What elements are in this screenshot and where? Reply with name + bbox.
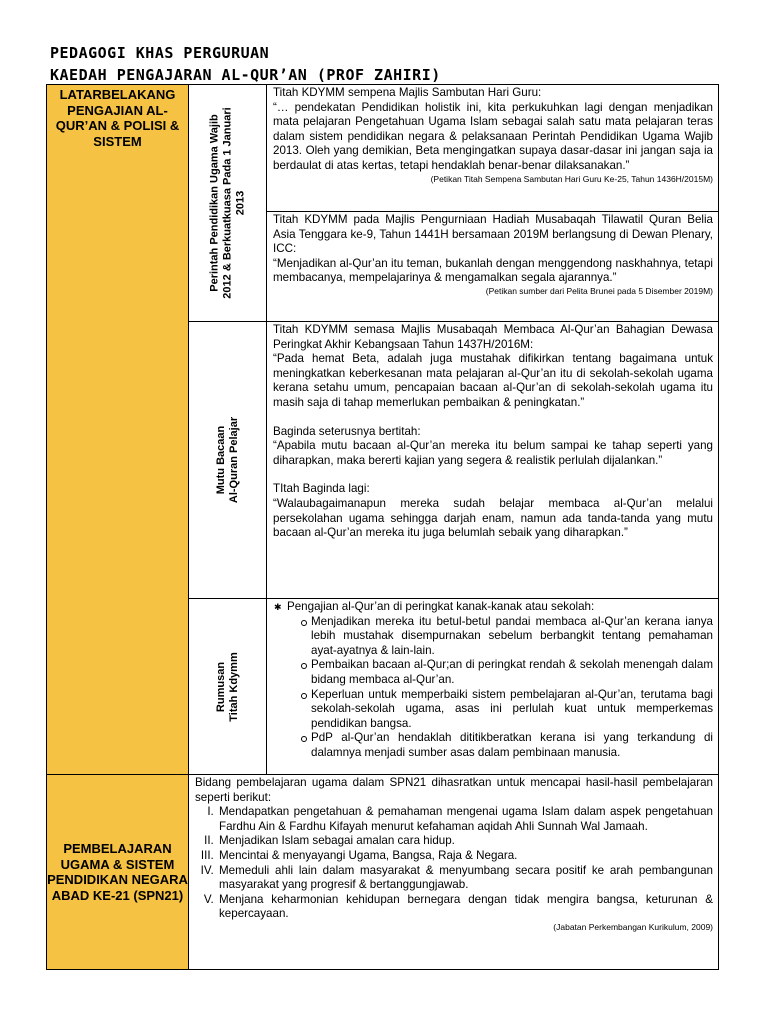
sub1-label-cell xyxy=(189,85,267,322)
sub3-points xyxy=(287,615,713,761)
section2-item: V. Menjana keharmonian kehidupan bernegara dengan tidak mengira bangsa, keturunan & kepercayaan. xyxy=(217,893,713,922)
sub2-label-cell xyxy=(189,322,267,599)
section2-title-cell xyxy=(47,775,189,970)
section2-intro: Bidang pembelajaran ugama dalam SPN21 dihasratkan untuk mencapai hasil-hasil pembelajaran seperti berikut: xyxy=(195,776,713,804)
sub3-main-point-text: Pengajian al-Qur’an di peringkat kanak-kanak atau sekolah: xyxy=(287,600,595,613)
section2-item: III. Mencintai & menyayangi Ugama, Bangsa, Raja & Negara. xyxy=(217,849,713,864)
sub3-label-line2: Titah Kdymm xyxy=(227,651,240,722)
sub2-intro2: Baginda seterusnya bertitah: xyxy=(273,424,421,438)
sub3-list xyxy=(273,600,713,761)
sub3-point: Menjadikan mereka itu betul-betul pandai membaca al-Qur’an kerana ianya lebih mustahak disempurnakan sebelum berbangkit tentang pemahaman ayat-ayatnya & lain-lain. xyxy=(301,615,713,659)
sub2-quote1: “Pada hemat Beta, adalah juga mustahak difikirkan tentang bagaimana untuk meningkatkan keberkesanan mata pelajaran al-Qur’an itu di sekolah-sekolah ugama kerana setahu umum, pencapaian bacaan al-Qur’an di sekolah-sekolah ugama itu masih saja di tahap memerlukan pembaikan & peningkatan.” xyxy=(273,352,713,409)
sub3-text xyxy=(267,599,719,775)
sub2-intro: Titah KDYMM semasa Majlis Musabaqah Membaca Al-Qur’an Bahagian Dewasa Peringkat Akhir Kebangsaan Tahun 1437H/2016M: xyxy=(273,323,713,351)
section2-list xyxy=(195,805,713,922)
sub1-row2-text xyxy=(267,212,719,322)
section1-title-cell xyxy=(47,85,189,775)
sub2-vertical-label xyxy=(215,417,241,503)
sub1-label-line1: Perintah Pendidikan Ugama Wajib xyxy=(208,114,220,292)
sub3-point: Pembaikan bacaan al-Qur;an di peringkat rendah & sekolah menengah dalam bidang membaca al-Qur’an. xyxy=(301,658,713,687)
sub1-label-line2: 2012 & Berkuatkuasa Pada 1 Januari xyxy=(221,107,233,299)
sub1-row2-quote: “Menjadikan al-Qur’an itu teman, bukanlah dengan menggendong naskhahnya, tetapi membacanya, mempelajarinya & mengamalkan segala ajarannya.” xyxy=(273,256,713,285)
sub1-row1-quote: “… pendekatan Pendidikan holistik ini, kita perkukuhkan lagi dengan menjadikan mata pelajaran Pengetahuan Ugama Islam sebagai salah satu mata pelajaran teras dalam sistem pendidikan negara & pelaksanaan Perintah Pendidikan Ugama Wajib 2013. Oleh yang demikian, Beta mengingatkan supaya dasar-dasar ini jangan saja ia berdaulat di atas kertas, tetapi hendaklah benar-benar dilaksanakan.” xyxy=(273,100,713,172)
sub3-point: Keperluan untuk memperbaiki sistem pembelajaran al-Qur’an, terutama bagi sekolah-sekolah ugama, asas ini perlulah kuat untuk memperkemas pendidikan bangsa. xyxy=(301,688,713,732)
section2-title: PEMBELAJARAN UGAMA & SISTEM PENDIDIKAN NEGARA ABAD KE-21 (SPN21) xyxy=(47,841,188,903)
sub3-label-line1: Rumusan xyxy=(214,661,227,712)
sub2-text xyxy=(267,322,719,599)
section2-item: I. Mendapatkan pengetahuan & pemahaman mengenai ugama Islam dalam aspek pengetahuan Fardhu Ain & Fardhu Kifayah menurut kefahaman aqidah Ahli Sunnah Wal Jamaah. xyxy=(217,805,713,834)
sub3-point: PdP al-Qur’an hendaklah dititikberatkan kerana isi yang terkandung di dalamnya menjadi sumber asas dalam pembinaan manusia. xyxy=(301,731,713,760)
sub3-vertical-label xyxy=(215,652,241,721)
header-line-2: KAEDAH PENGAJARAN AL-QUR’AN (PROF ZAHIRI) xyxy=(50,66,441,84)
section1-title: LATARBELAKANG PENGAJIAN AL-QUR’AN & POLISI & SISTEM xyxy=(55,87,180,149)
sub2-quote3: “Walaubagaimanapun mereka sudah belajar membaca al-Qur’an melalui persekolahan ugama sehingga darjah enam, namun ada tanda-tanda yang mutu bacaan al-Qur’an mereka itu juga belumlah sebaik yang diharapkan.” xyxy=(273,496,713,540)
section2-item: II. Menjadikan Islam sebagai amalan cara hidup. xyxy=(217,834,713,849)
sub3-label-cell xyxy=(189,599,267,775)
sub1-label-line3: 2013 xyxy=(234,190,246,216)
sub1-vertical-label xyxy=(208,107,247,298)
sub1-row1-text xyxy=(267,85,719,212)
header-line-1: PEDAGOGI KHAS PERGURUAN xyxy=(50,44,270,62)
section2-source: (Jabatan Perkembangan Kurikulum, 2009) xyxy=(553,921,713,932)
sub1-row1-intro: Titah KDYMM sempena Majlis Sambutan Hari Guru: xyxy=(273,86,542,99)
sub1-row2-intro: Titah KDYMM pada Majlis Pengurniaan Hadiah Musabaqah Tilawatil Quran Belia Asia Tenggara ke-9, Tahun 1441H bersamaan 2019M berlangsung di Dewan Plenary, ICC: xyxy=(273,213,713,256)
sub1-row2-source: (Petikan sumber dari Pelita Brunei pada 5 Disember 2019M) xyxy=(485,285,713,296)
sub1-row1-source: (Petikan Titah Sempena Sambutan Hari Guru Ke-25, Tahun 1436H/2015M) xyxy=(430,173,713,184)
section2-item: IV. Memeduli ahli lain dalam masyarakat & menyumbang secara positif ke arah pembangunan masyarakat yang progresif & bertanggungjawab. xyxy=(217,864,713,893)
content-table xyxy=(46,84,719,970)
sub2-label-line2: Al-Quran Pelajar xyxy=(227,416,240,504)
sub3-main-point xyxy=(273,600,713,761)
section2-text xyxy=(189,775,719,970)
sub2-quote2: “Apabila mutu bacaan al-Qur’an mereka itu belum sampai ke tahap seperti yang diharapkan, maka bererti kajian yang segera & realistik perlulah dijalankan.” xyxy=(273,439,713,467)
sub2-intro3: TItah Baginda lagi: xyxy=(273,482,370,496)
sub2-label-line1: Mutu Bacaan xyxy=(214,425,227,495)
